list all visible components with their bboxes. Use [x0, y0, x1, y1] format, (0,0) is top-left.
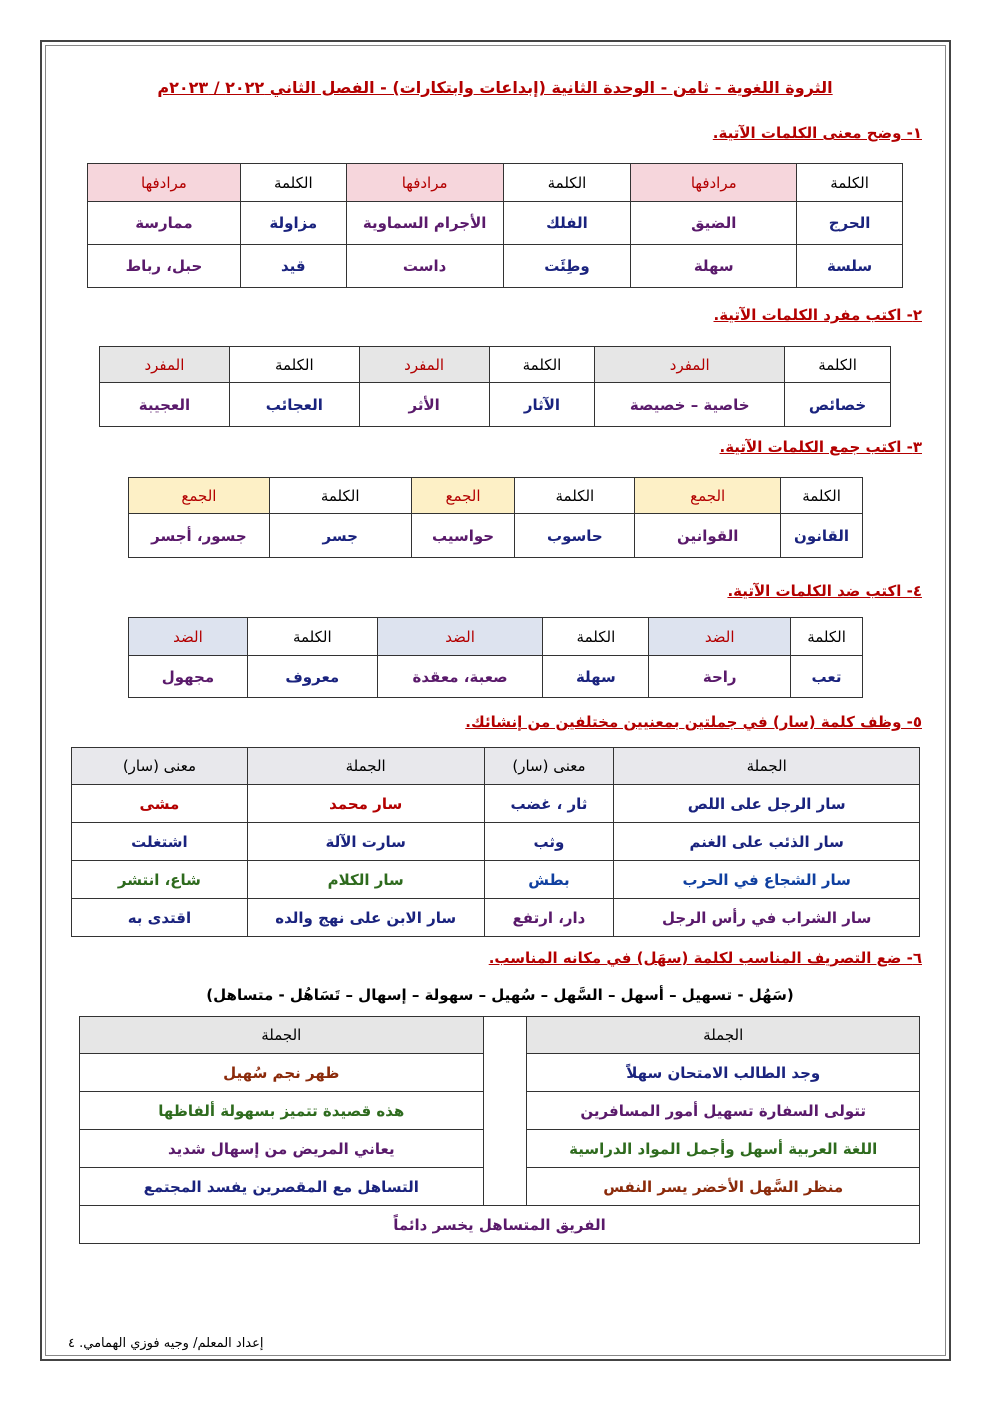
footer: إعداد المعلم/ وجيه فوزي الهمامي. ٤	[68, 1336, 264, 1351]
table-row: سار الشجاع في الحرب بطش سار الكلام شاع، انتشر	[72, 861, 920, 899]
table-row: وجد الطالب الامتحان سهلاً ظهر نجم سُهيل	[80, 1054, 920, 1092]
q5-heading: ٥- وظف كلمة (سار) في جملتين بمعنيين مختلفين من إنشائك.	[465, 713, 922, 731]
table-row: سلسة سهلة وطِئَت داست قيد حبل، رباط	[88, 245, 903, 288]
q6-table: الجملة الجملة وجد الطالب الامتحان سهلاً ظهر نجم سُهيل تتولى السفارة تسهيل أمور المسافرين هذه قصيدة تتميز بسهولة ألفاظها اللغة العربية أسهل وأجمل المواد الدراسية يعاني المريض من إسهال شديد منظر السَّهل الأخضر يسر النفس التساهل مع المقصرين يفسد المجتمع الفريق المتساهل يخسر دائماً	[79, 1016, 920, 1244]
table-row: تتولى السفارة تسهيل أمور المسافرين هذه قصيدة تتميز بسهولة ألفاظها	[80, 1092, 920, 1130]
q3-table: الكلمة الجمع الكلمة الجمع الكلمة الجمع القانون القوانين حاسوب حواسيب جسر جسور، أجسر	[128, 477, 863, 558]
q2-table: الكلمة المفرد الكلمة المفرد الكلمة المفرد خصائص خاصية – خصيصة الآثار الأثر العجائب العجيبة	[99, 346, 891, 427]
q5-table: الجملة معنى (سار) الجملة معنى (سار) سار الرجل على اللص ثار ، غضب سار محمد مشى سار الذئب على الغنم وثب سارت الآلة اشتغلت سار الشجاع في الحرب بطش سار الكلام شاع، انتشر سار الشراب في رأس الرجل دار، ارتفع سار الابن على نهج والده اقتدى به	[71, 747, 920, 937]
table-row: سار الذئب على الغنم وثب سارت الآلة اشتغلت	[72, 823, 920, 861]
table-row: منظر السَّهل الأخضر يسر النفس التساهل مع المقصرين يفسد المجتمع	[80, 1168, 920, 1206]
table-row: الحرج الضيق الفلك الأجرام السماوية مزاولة ممارسة	[88, 202, 903, 245]
page-title: الثروة اللغوية - ثامن - الوحدة الثانية (إبداعات وابتكارات) - الفصل الثاني ٢٠٢٢ / ٢٠٢٣م	[157, 78, 833, 97]
q6-heading: ٦- ضع التصريف المناسب لكلمة (سهَل) في مكانه المناسب.	[488, 949, 922, 967]
q1-heading: ١- وضح معنى الكلمات الآتية.	[712, 124, 922, 142]
table-row: الفريق المتساهل يخسر دائماً	[80, 1206, 920, 1244]
table-row: سار الرجل على اللص ثار ، غضب سار محمد مشى	[72, 785, 920, 823]
table-row: تعب راحة سهلة صعبة، معقدة معروف مجهول	[129, 656, 863, 698]
q2-heading: ٢- اكتب مفرد الكلمات الآتية.	[713, 306, 922, 324]
table-row: اللغة العربية أسهل وأجمل المواد الدراسية يعاني المريض من إسهال شديد	[80, 1130, 920, 1168]
table-row: سار الشراب في رأس الرجل دار، ارتفع سار الابن على نهج والده اقتدى به	[72, 899, 920, 937]
q4-table: الكلمة الضد الكلمة الضد الكلمة الضد تعب راحة سهلة صعبة، معقدة معروف مجهول	[128, 617, 863, 698]
table-row: خصائص خاصية – خصيصة الآثار الأثر العجائب العجيبة	[100, 383, 891, 427]
q3-heading: ٣- اكتب جمع الكلمات الآتية.	[719, 438, 922, 456]
q4-heading: ٤- اكتب ضد الكلمات الآتية.	[727, 582, 922, 600]
word-list: (سَهُل - تسهيل – أسهل – السَّهل – سُهيل – سهولة – إسهال – تَسَاهُل - متساهل)	[206, 986, 794, 1004]
table-row: القانون القوانين حاسوب حواسيب جسر جسور، أجسر	[129, 514, 863, 558]
q1-table: الكلمة مرادفها الكلمة مرادفها الكلمة مرادفها الحرج الضيق الفلك الأجرام السماوية مزاولة ممارسة سلسة سهلة وطِئَت داست قيد حبل، رباط	[87, 163, 903, 288]
